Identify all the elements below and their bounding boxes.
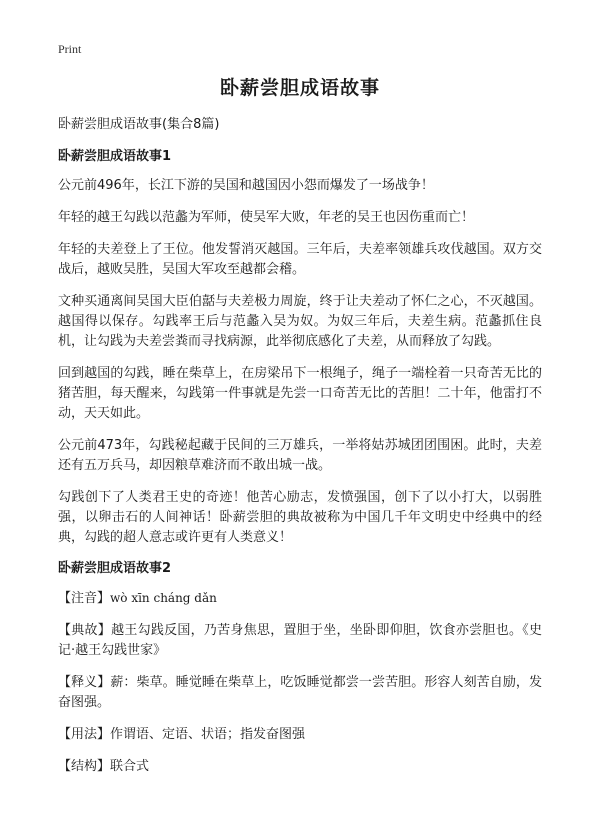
story2-item-structure bbox=[58, 757, 542, 777]
story2-item-usage bbox=[58, 725, 542, 745]
item-label: 【注音】 bbox=[58, 591, 111, 606]
story2-item-definition bbox=[58, 673, 542, 713]
story1-paragraph-1: 公元前496年，长江下游的吴国和越国因小怨而爆发了一场战争！ bbox=[58, 178, 434, 193]
item-text: 联合式 bbox=[110, 759, 150, 774]
story2-item-allusion bbox=[58, 621, 542, 661]
item-label: 【用法】 bbox=[58, 727, 111, 742]
story2-heading: 卧薪尝胆成语故事2 bbox=[58, 561, 172, 576]
story1-paragraph-4: 文种买通离间吴国大臣伯嚭与夫差极力周旋，终于让夫差动了怀仁之心，不灭越国。越国得以保存。勾践率王后与范蠡入吴为奴。为奴三年后，夫差生病。范蠡抓住良机，让勾践为夫差尝粪而寻找病源，此举彻底感化了夫差，从而释放了勾践。 bbox=[58, 294, 542, 349]
item-label: 【结构】 bbox=[58, 759, 111, 774]
print-label: Print bbox=[58, 42, 82, 56]
story1-paragraph-6: 公元前473年，勾践秘起藏于民间的三万雄兵，一举将姑苏城团团围困。此时，夫差还有五万兵马，却因粮草难济而不敢出城一战。 bbox=[58, 438, 542, 473]
story1-paragraph-3: 年轻的夫差登上了王位。他发誓消灭越国。三年后，夫差率领雄兵攻伐越国。双方交战后，越败吴胜，吴国大军攻至越都会稽。 bbox=[58, 242, 542, 277]
item-text: 作谓语、定语、状语；指发奋图强 bbox=[110, 727, 306, 742]
document-subtitle: 卧薪尝胆成语故事(集合8篇) bbox=[58, 117, 220, 132]
item-text: 越王勾践反国，乃苦身焦思，置胆于坐，坐卧即仰胆，饮食亦尝胆也。《史记·越王勾践世家》 bbox=[58, 623, 542, 658]
document-title: 卧薪尝胆成语故事 bbox=[219, 77, 380, 99]
story1-heading: 卧薪尝胆成语故事1 bbox=[58, 149, 172, 164]
story1-paragraph-2: 年轻的越王勾践以范蠡为军师，使吴军大败，年老的吴王也因伤重而亡！ bbox=[58, 210, 475, 225]
item-text: 薪：柴草。睡觉睡在柴草上，吃饭睡觉都尝一尝苦胆。形容人刻苦自励，发奋图强。 bbox=[58, 675, 542, 710]
story1-paragraph-7: 勾践创下了人类君王史的奇迹！他苦心励志，发愤强国，创下了以小打大，以弱胜强，以卵击石的人间神话！卧薪尝胆的典故被称为中国几千年文明史中经典中的经典，勾践的超人意志或许更有人类意义！ bbox=[58, 490, 542, 545]
story1-paragraph-5: 回到越国的勾践，睡在柴草上，在房梁吊下一根绳子，绳子一端栓着一只奇苦无比的猪苦胆，每天醒来，勾践第一件事就是先尝一口奇苦无比的苦胆！二十年，他雷打不动，天天如此。 bbox=[58, 366, 542, 421]
item-label: 【释义】 bbox=[58, 675, 111, 690]
story2-item-pronunciation bbox=[58, 588, 542, 609]
item-label: 【典故】 bbox=[58, 623, 112, 638]
item-text: wò xīn cháng dǎn bbox=[110, 591, 217, 605]
